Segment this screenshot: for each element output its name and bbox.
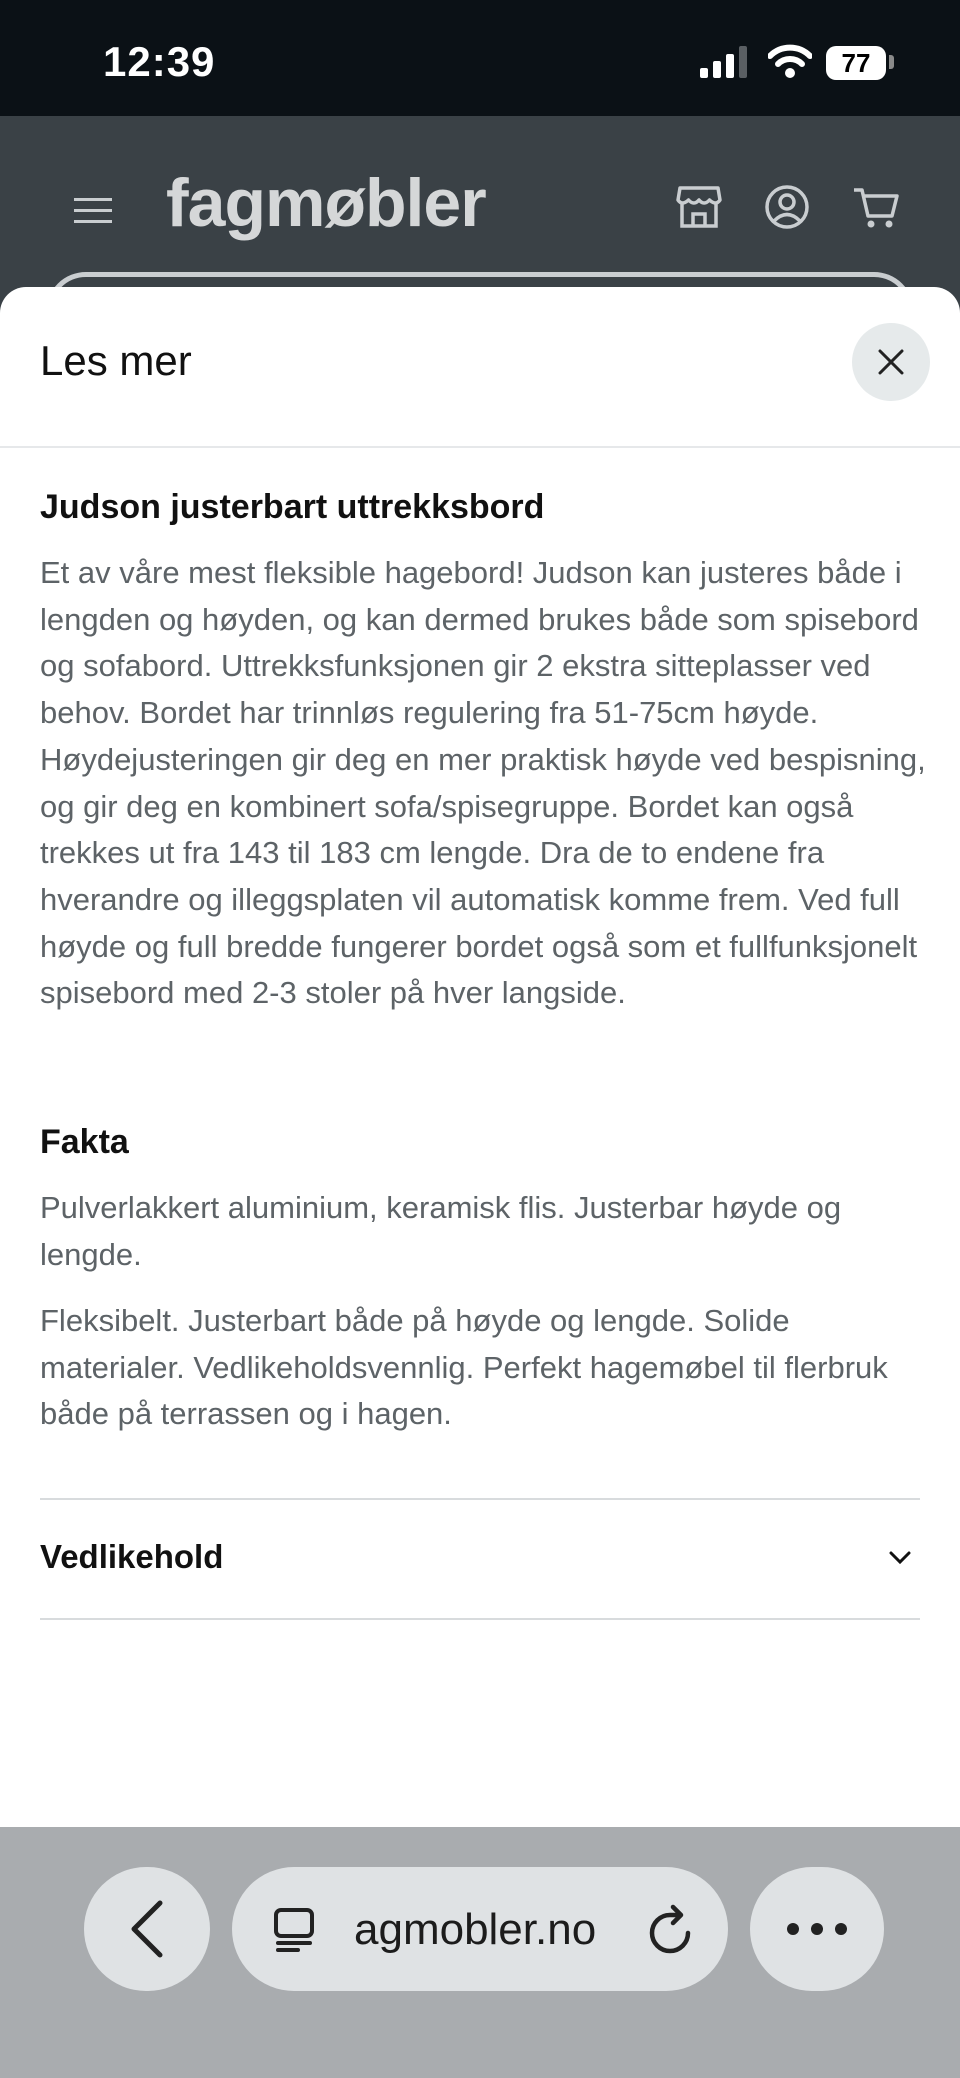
user-circle-icon[interactable] [764, 184, 810, 230]
chevron-down-icon [888, 1550, 912, 1566]
more-button[interactable] [750, 1867, 884, 1991]
browser-toolbar [0, 1827, 960, 2078]
battery-nub [889, 55, 894, 69]
site-logo[interactable]: fagmøbler [166, 165, 486, 241]
reload-icon[interactable] [646, 1903, 696, 1957]
cellular-signal-icon [700, 46, 748, 78]
product-description: Et av våre mest fleksible hagebord! Judson kan justeres både i lengden og høyden, og kan dermed brukes både som spisebord og sofabord. Uttrekksfunksjonen gir 2 ekstra sitteplasser ved behov. Bordet har trinnløs regulering fra 51-75cm høyde. Høydejusteringen gir deg en mer praktisk høyde ved bespisning, og gir deg en kombinert sofa/spisegruppe. Bordet kan også trekkes ut fra 143 til 183 cm lengde. Dra de to endene fra hverandre og illeggsplaten vil automatisk komme frem. Ved full høyde og full bredde fungerer bordet også som et fullfunksjonelt spisebord med 2-3 stoler på hver langside. [40, 555, 926, 1011]
accordion-vedlikehold[interactable] [40, 1500, 920, 1616]
address-bar[interactable] [232, 1867, 728, 1991]
accordion-label: Vedlikehold [40, 1538, 224, 1575]
cart-icon[interactable] [852, 184, 900, 230]
hamburger-menu-icon[interactable] [74, 196, 114, 226]
facts-benefits: Fleksibelt. Justerbart både på høyde og lengde. Solide materialer. Vedlikeholdsvennlig. Perfekt hagemøbel til flerbruk både på terrassen og i hagen. [40, 1303, 888, 1432]
wifi-icon [768, 44, 812, 78]
sheet-title: Les mer [40, 337, 192, 384]
product-title: Judson justerbart uttrekksbord [40, 488, 545, 526]
status-time: 12:39 [103, 38, 216, 85]
store-icon[interactable] [676, 184, 722, 230]
site-header [0, 116, 960, 316]
status-bar [0, 0, 960, 116]
facts-title: Fakta [40, 1123, 129, 1161]
read-more-sheet [0, 287, 960, 1827]
close-icon [878, 349, 904, 375]
more-dots-icon [786, 1922, 848, 1936]
sheet-header [0, 287, 960, 448]
close-button[interactable] [852, 323, 930, 401]
chevron-left-icon [130, 1900, 164, 1958]
tabs-icon [272, 1907, 318, 1953]
url-text: agmobler.no [354, 1905, 597, 1954]
divider [40, 1618, 920, 1620]
battery-indicator: 77 [826, 46, 886, 80]
back-button[interactable] [84, 1867, 210, 1991]
facts-material: Pulverlakkert aluminium, keramisk flis. Justerbar høyde og lengde. [40, 1190, 842, 1272]
